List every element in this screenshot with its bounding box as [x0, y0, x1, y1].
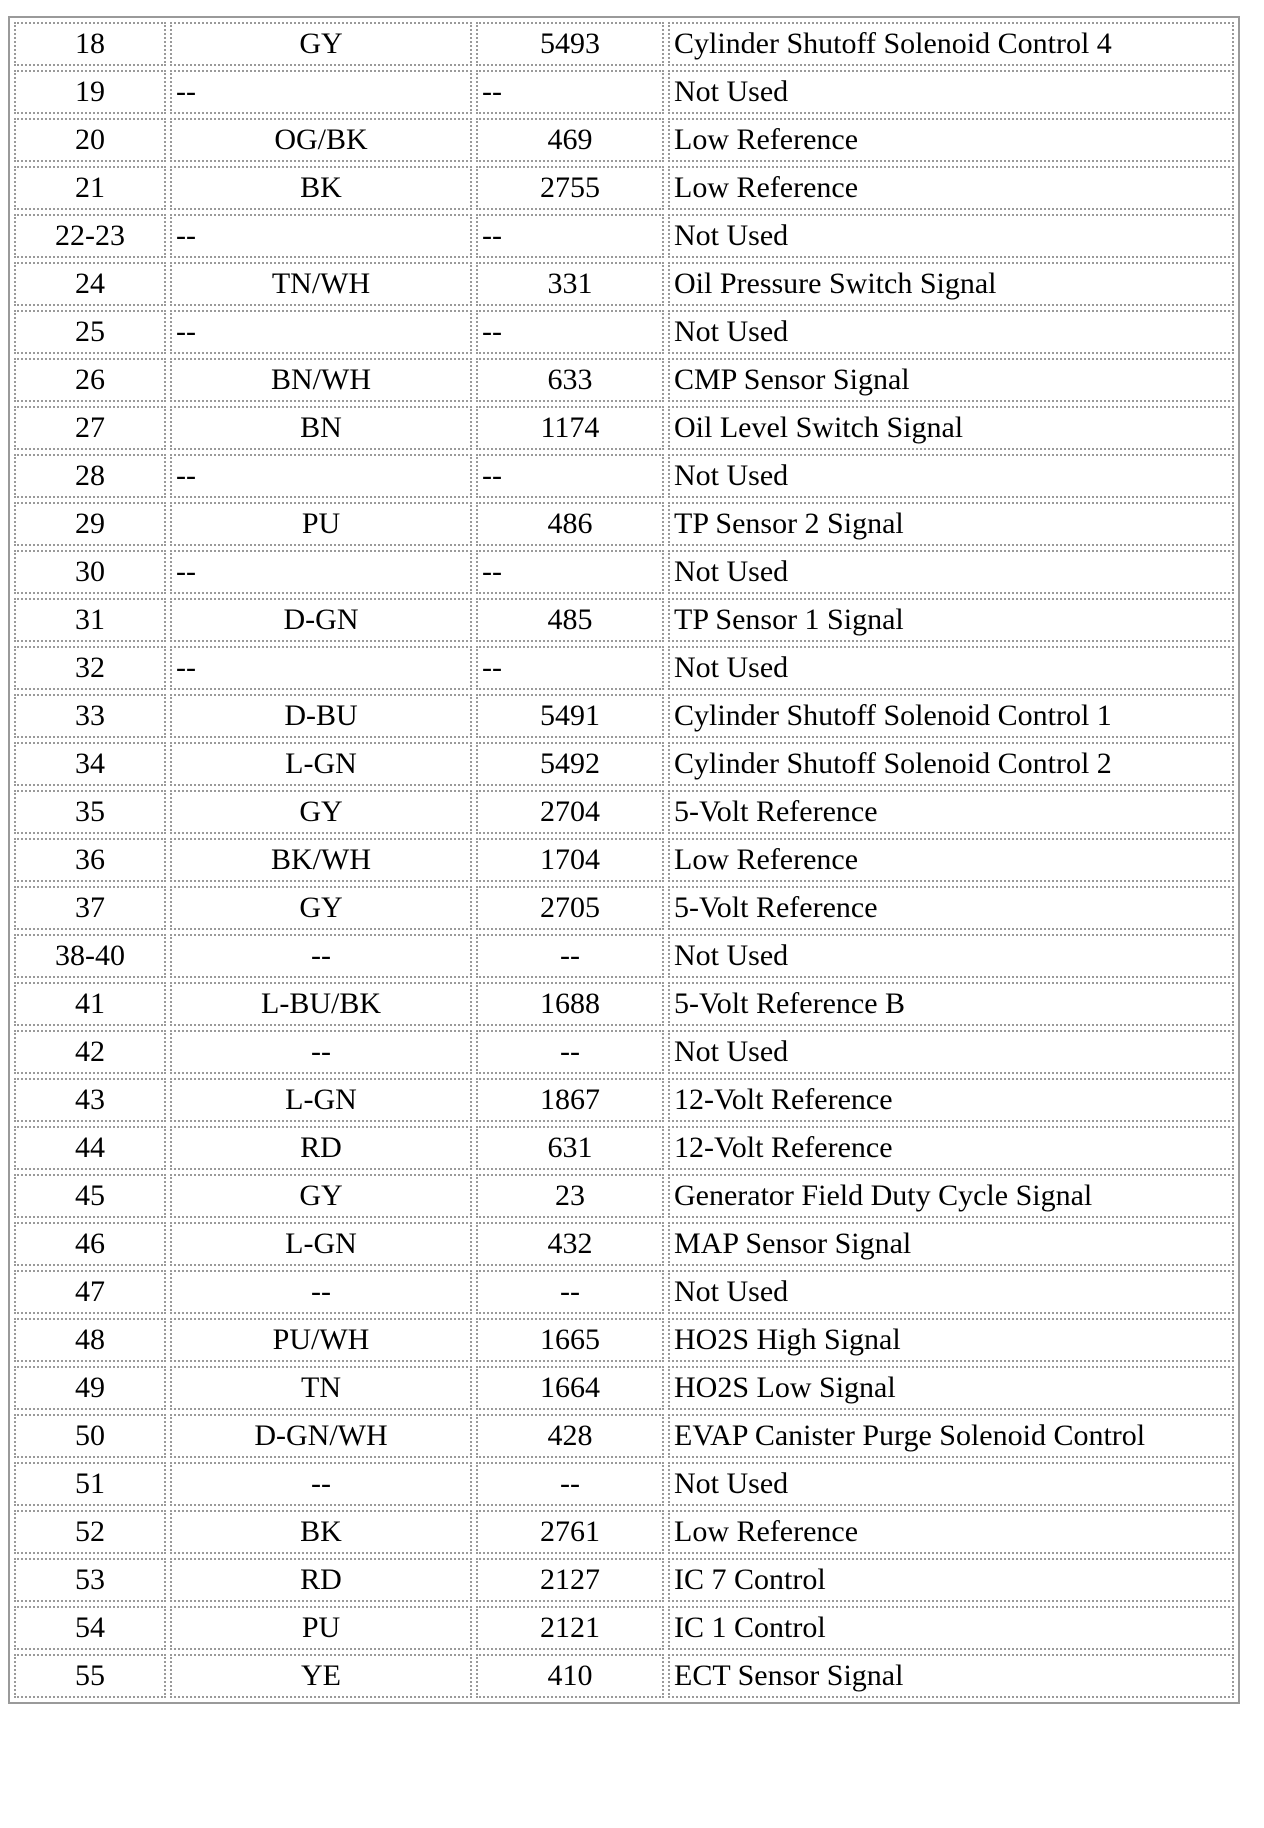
circuit-number-cell: --: [476, 1462, 664, 1506]
pin-cell: 53: [14, 1558, 166, 1602]
circuit-number-cell: 1704: [476, 838, 664, 882]
pin-cell: 38-40: [14, 934, 166, 978]
pin-cell: 52: [14, 1510, 166, 1554]
function-cell: Low Reference: [668, 1510, 1234, 1554]
function-cell: Cylinder Shutoff Solenoid Control 4: [668, 22, 1234, 66]
circuit-number-cell: --: [476, 70, 664, 114]
function-cell: Oil Pressure Switch Signal: [668, 262, 1234, 306]
circuit-number-cell: 5491: [476, 694, 664, 738]
pin-cell: 41: [14, 982, 166, 1026]
table-row: [14, 742, 1234, 786]
circuit-number-cell: 631: [476, 1126, 664, 1170]
function-cell: TP Sensor 1 Signal: [668, 598, 1234, 642]
function-cell: TP Sensor 2 Signal: [668, 502, 1234, 546]
wire-color-cell: BK/WH: [170, 838, 472, 882]
circuit-number-cell: 5493: [476, 22, 664, 66]
circuit-number-cell: 5492: [476, 742, 664, 786]
pin-cell: 26: [14, 358, 166, 402]
table-row: [14, 934, 1234, 978]
table-row: [14, 1126, 1234, 1170]
wire-color-cell: RD: [170, 1558, 472, 1602]
table-row: [14, 22, 1234, 66]
table-row: [14, 118, 1234, 162]
function-cell: Not Used: [668, 1462, 1234, 1506]
wire-color-cell: L-GN: [170, 1078, 472, 1122]
table-row: [14, 1222, 1234, 1266]
wire-color-cell: GY: [170, 790, 472, 834]
circuit-number-cell: 1665: [476, 1318, 664, 1362]
function-cell: 12-Volt Reference: [668, 1078, 1234, 1122]
wire-color-cell: --: [170, 1462, 472, 1506]
table-row: [14, 1318, 1234, 1362]
table-row: [14, 790, 1234, 834]
table-row: [14, 1078, 1234, 1122]
pin-cell: 49: [14, 1366, 166, 1410]
circuit-number-cell: 428: [476, 1414, 664, 1458]
wire-color-cell: --: [170, 646, 472, 690]
table-row: [14, 502, 1234, 546]
pin-cell: 48: [14, 1318, 166, 1362]
function-cell: MAP Sensor Signal: [668, 1222, 1234, 1266]
circuit-number-cell: --: [476, 454, 664, 498]
table-row: [14, 214, 1234, 258]
wire-color-cell: PU: [170, 502, 472, 546]
function-cell: Cylinder Shutoff Solenoid Control 1: [668, 694, 1234, 738]
pin-cell: 36: [14, 838, 166, 882]
wire-color-cell: D-BU: [170, 694, 472, 738]
circuit-number-cell: --: [476, 550, 664, 594]
circuit-number-cell: --: [476, 310, 664, 354]
table-row: [14, 310, 1234, 354]
circuit-number-cell: 2121: [476, 1606, 664, 1650]
wire-color-cell: --: [170, 550, 472, 594]
wire-color-cell: OG/BK: [170, 118, 472, 162]
table-row: [14, 262, 1234, 306]
table-row: [14, 646, 1234, 690]
circuit-number-cell: 331: [476, 262, 664, 306]
pin-cell: 32: [14, 646, 166, 690]
wire-color-cell: GY: [170, 22, 472, 66]
table-row: [14, 694, 1234, 738]
pin-cell: 25: [14, 310, 166, 354]
function-cell: Not Used: [668, 214, 1234, 258]
circuit-number-cell: 1174: [476, 406, 664, 450]
function-cell: Not Used: [668, 550, 1234, 594]
pin-cell: 54: [14, 1606, 166, 1650]
pin-cell: 34: [14, 742, 166, 786]
circuit-number-cell: 2704: [476, 790, 664, 834]
function-cell: Not Used: [668, 646, 1234, 690]
pin-cell: 50: [14, 1414, 166, 1458]
wire-color-cell: BN/WH: [170, 358, 472, 402]
connector-pinout-table: [8, 16, 1240, 1704]
wire-color-cell: --: [170, 214, 472, 258]
wire-color-cell: TN/WH: [170, 262, 472, 306]
pin-cell: 37: [14, 886, 166, 930]
function-cell: Low Reference: [668, 166, 1234, 210]
function-cell: EVAP Canister Purge Solenoid Control: [668, 1414, 1234, 1458]
wire-color-cell: GY: [170, 886, 472, 930]
circuit-number-cell: 2755: [476, 166, 664, 210]
wire-color-cell: BN: [170, 406, 472, 450]
wire-color-cell: BK: [170, 1510, 472, 1554]
wire-color-cell: L-GN: [170, 742, 472, 786]
wire-color-cell: L-GN: [170, 1222, 472, 1266]
pin-cell: 55: [14, 1654, 166, 1698]
wire-color-cell: --: [170, 934, 472, 978]
table-row: [14, 166, 1234, 210]
table-row: [14, 454, 1234, 498]
function-cell: 5-Volt Reference B: [668, 982, 1234, 1026]
wire-color-cell: L-BU/BK: [170, 982, 472, 1026]
circuit-number-cell: --: [476, 934, 664, 978]
circuit-number-cell: --: [476, 1270, 664, 1314]
circuit-number-cell: 633: [476, 358, 664, 402]
table-row: [14, 1270, 1234, 1314]
circuit-number-cell: 1867: [476, 1078, 664, 1122]
pin-cell: 44: [14, 1126, 166, 1170]
function-cell: HO2S High Signal: [668, 1318, 1234, 1362]
pin-cell: 35: [14, 790, 166, 834]
wire-color-cell: --: [170, 454, 472, 498]
table-row: [14, 1654, 1234, 1698]
pin-cell: 27: [14, 406, 166, 450]
pin-cell: 29: [14, 502, 166, 546]
pin-cell: 31: [14, 598, 166, 642]
function-cell: Not Used: [668, 454, 1234, 498]
wire-color-cell: D-GN: [170, 598, 472, 642]
circuit-number-cell: --: [476, 646, 664, 690]
table-row: [14, 1510, 1234, 1554]
table-row: [14, 598, 1234, 642]
table-row: [14, 406, 1234, 450]
pin-cell: 42: [14, 1030, 166, 1074]
function-cell: Low Reference: [668, 838, 1234, 882]
circuit-number-cell: 469: [476, 118, 664, 162]
wire-color-cell: YE: [170, 1654, 472, 1698]
circuit-number-cell: 23: [476, 1174, 664, 1218]
circuit-number-cell: 486: [476, 502, 664, 546]
wire-color-cell: --: [170, 1030, 472, 1074]
table-row: [14, 1030, 1234, 1074]
table-row: [14, 550, 1234, 594]
pin-cell: 18: [14, 22, 166, 66]
circuit-number-cell: 2761: [476, 1510, 664, 1554]
table-row: [14, 838, 1234, 882]
function-cell: 12-Volt Reference: [668, 1126, 1234, 1170]
table-row: [14, 1462, 1234, 1506]
function-cell: IC 1 Control: [668, 1606, 1234, 1650]
wire-color-cell: GY: [170, 1174, 472, 1218]
pin-cell: 47: [14, 1270, 166, 1314]
wire-color-cell: BK: [170, 166, 472, 210]
pin-cell: 46: [14, 1222, 166, 1266]
table-row: [14, 1414, 1234, 1458]
function-cell: 5-Volt Reference: [668, 886, 1234, 930]
function-cell: Not Used: [668, 1030, 1234, 1074]
table-row: [14, 982, 1234, 1026]
table-row: [14, 1606, 1234, 1650]
table-row: [14, 1366, 1234, 1410]
function-cell: Not Used: [668, 70, 1234, 114]
function-cell: Oil Level Switch Signal: [668, 406, 1234, 450]
table-row: [14, 358, 1234, 402]
function-cell: Not Used: [668, 934, 1234, 978]
pin-cell: 45: [14, 1174, 166, 1218]
function-cell: Not Used: [668, 1270, 1234, 1314]
circuit-number-cell: 485: [476, 598, 664, 642]
table-row: [14, 886, 1234, 930]
pin-cell: 20: [14, 118, 166, 162]
pin-cell: 30: [14, 550, 166, 594]
wire-color-cell: D-GN/WH: [170, 1414, 472, 1458]
circuit-number-cell: 2705: [476, 886, 664, 930]
function-cell: Cylinder Shutoff Solenoid Control 2: [668, 742, 1234, 786]
pinout-table-body: [14, 22, 1234, 1698]
function-cell: HO2S Low Signal: [668, 1366, 1234, 1410]
function-cell: 5-Volt Reference: [668, 790, 1234, 834]
function-cell: IC 7 Control: [668, 1558, 1234, 1602]
function-cell: Generator Field Duty Cycle Signal: [668, 1174, 1234, 1218]
pin-cell: 22-23: [14, 214, 166, 258]
table-row: [14, 1174, 1234, 1218]
pin-cell: 51: [14, 1462, 166, 1506]
function-cell: ECT Sensor Signal: [668, 1654, 1234, 1698]
wire-color-cell: PU: [170, 1606, 472, 1650]
circuit-number-cell: --: [476, 214, 664, 258]
wire-color-cell: --: [170, 1270, 472, 1314]
pin-cell: 28: [14, 454, 166, 498]
circuit-number-cell: 1688: [476, 982, 664, 1026]
circuit-number-cell: 1664: [476, 1366, 664, 1410]
wire-color-cell: TN: [170, 1366, 472, 1410]
circuit-number-cell: 410: [476, 1654, 664, 1698]
circuit-number-cell: 432: [476, 1222, 664, 1266]
wire-color-cell: --: [170, 310, 472, 354]
table-row: [14, 1558, 1234, 1602]
circuit-number-cell: --: [476, 1030, 664, 1074]
function-cell: Low Reference: [668, 118, 1234, 162]
pin-cell: 19: [14, 70, 166, 114]
wire-color-cell: RD: [170, 1126, 472, 1170]
function-cell: CMP Sensor Signal: [668, 358, 1234, 402]
table-row: [14, 70, 1234, 114]
pin-cell: 43: [14, 1078, 166, 1122]
wire-color-cell: PU/WH: [170, 1318, 472, 1362]
function-cell: Not Used: [668, 310, 1234, 354]
wire-color-cell: --: [170, 70, 472, 114]
circuit-number-cell: 2127: [476, 1558, 664, 1602]
pin-cell: 24: [14, 262, 166, 306]
pin-cell: 33: [14, 694, 166, 738]
pin-cell: 21: [14, 166, 166, 210]
